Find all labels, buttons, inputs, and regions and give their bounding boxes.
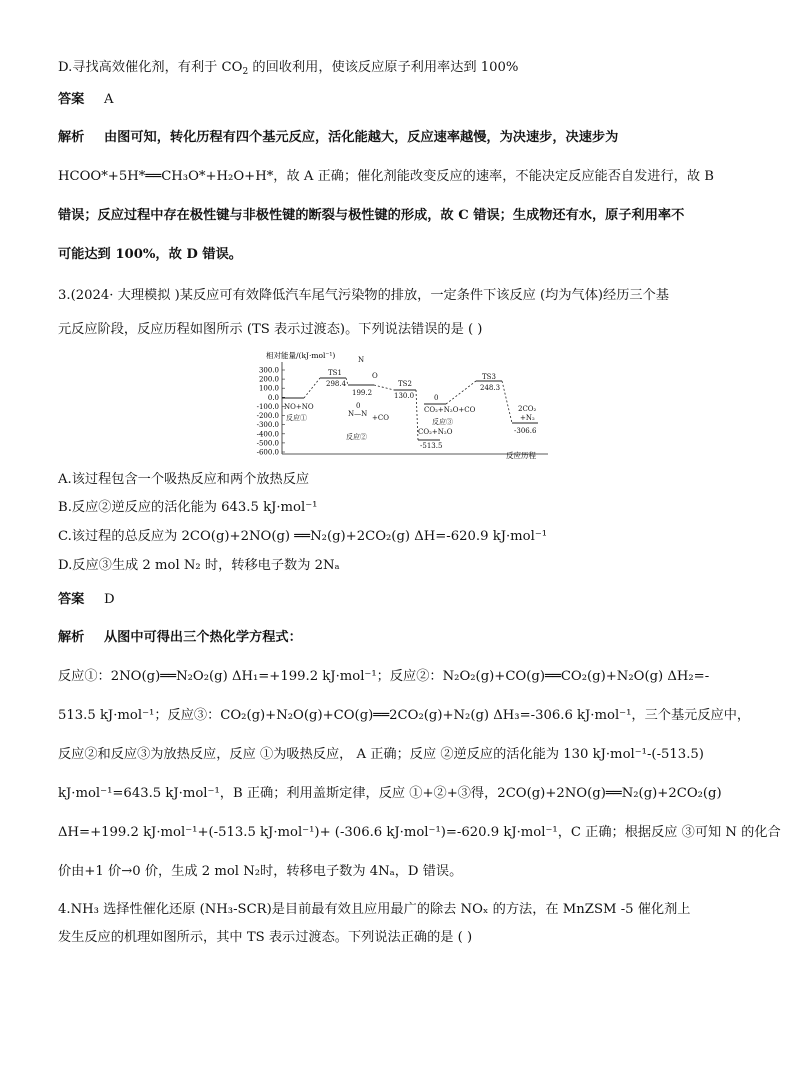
q3-option-c: C.该过程的总反应为 2CO(g)+2NO(g) ══N₂(g)+2CO₂(g) ΔH=-620.9 kJ·mol⁻¹	[58, 529, 548, 544]
label-r1: 反应①	[286, 414, 307, 422]
connector-3	[374, 385, 394, 390]
label-product-1: 2CO₂	[518, 405, 537, 413]
q3-stem-2: 元反应阶段，反应历程如图所示 (TS 表示过渡态)。下列说法错误的是 ( )	[58, 322, 483, 337]
y-tick-label: 0.0	[267, 393, 279, 402]
label-ts2-value: 130.0	[394, 392, 415, 400]
label-product-2: +N₂	[520, 414, 535, 422]
label-int1-value: 199.2	[352, 389, 373, 397]
connector-5	[446, 381, 476, 404]
answer-label: 答案	[58, 592, 85, 607]
label-n2o-struct: N—N	[348, 410, 368, 418]
label-r2: 反应②	[346, 433, 367, 441]
x-axis-label: 反应历程	[506, 451, 536, 460]
analysis-label: 解析	[58, 130, 85, 145]
label-int2-value: -513.5	[420, 442, 443, 450]
q3-analysis-1: 反应①：2NO(g)══N₂O₂(g) ΔH₁=+199.2 kJ·mol⁻¹；反应②：N₂O₂(g)+CO(g)══CO₂(g)+N₂O(g) ΔH₂=-	[58, 669, 710, 684]
y-tick-label: -500.0	[256, 439, 279, 448]
label-ts2: TS2	[398, 380, 412, 388]
connector-1	[304, 378, 320, 398]
prev-option-d: D.寻找高效催化剂，有利于 $CO_2$ 的回收利用，使该反应原子利用率达到 100%	[58, 60, 519, 77]
label-ts1: TS1	[328, 369, 342, 377]
y-tick-label: 100.0	[258, 384, 279, 393]
q3-analysis-5: ΔH=+199.2 kJ·mol⁻¹+(-513.5 kJ·mol⁻¹)+ (-306.6 kJ·mol⁻¹)=-620.9 kJ·mol⁻¹，C 正确；根据反应 ③可知 N 的化合	[58, 825, 781, 840]
prev-analysis-4: 可能达到 100%，故 D 错误。	[58, 247, 242, 262]
connector-6	[502, 381, 512, 423]
label-zero-small: 0	[356, 402, 361, 410]
y-tick-label: -100.0	[256, 402, 279, 411]
prev-answer: 答案 A	[58, 90, 114, 110]
label-product-value: -306.6	[514, 427, 537, 435]
y-tick-label: -200.0	[256, 412, 279, 421]
q3-option-a: A.该过程包含一个吸热反应和两个放热反应	[58, 472, 310, 487]
label-zero: 0	[434, 394, 439, 402]
label-int2: CO₂+N₂O	[418, 428, 453, 436]
q4-stem-1: 4.NH₃ 选择性催化还原 (NH₃-SCR)是目前最有效且应用最广的除去 NOₓ 的方法，在 MnZSM -5 催化剂上	[58, 902, 691, 917]
y-tick-label: -300.0	[256, 421, 279, 430]
label-ts3: TS3	[482, 373, 496, 381]
q4-stem-2: 发生反应的机理如图所示，其中 TS 表示过渡态。下列说法正确的是 ( )	[58, 930, 473, 945]
q3-answer: 答案 D	[58, 590, 115, 610]
answer-label: 答案	[58, 92, 85, 107]
y-tick-label: 300.0	[258, 366, 279, 375]
q3-analysis-0: 解析 从图中可得出三个热化学方程式：	[58, 628, 302, 648]
q3-analysis-6: 价由+1 价→0 价，生成 2 mol N₂时，转移电子数为 4Nₐ，D 错误。	[58, 864, 463, 879]
label-reactant: NO+NO	[284, 403, 314, 411]
y-tick-label: 200.0	[258, 375, 279, 384]
q3-analysis-4: kJ·mol⁻¹=643.5 kJ·mol⁻¹，B 正确；利用盖斯定律，反应 ①+②+③得，2CO(g)+2NO(g)══N₂(g)+2CO₂(g)	[58, 786, 722, 801]
q3-analysis-2: 513.5 kJ·mol⁻¹；反应③：CO₂(g)+N₂O(g)+CO(g)══2CO₂(g)+N₂(g) ΔH₃=-306.6 kJ·mol⁻¹，三个基元反应中，	[58, 708, 751, 723]
y-tick-label: -600.0	[256, 448, 279, 457]
label-ts3-value: 248.3	[480, 384, 501, 392]
q3-option-b: B.反应②逆反应的活化能为 643.5 kJ·mol⁻¹	[58, 500, 318, 515]
prev-analysis-2: HCOO*+5H*══CH₃O*+H₂O+H*，故 A 正确；催化剂能改变反应的速率，不能决定反应能否自发进行，故 B	[58, 169, 714, 184]
label-mix: CO₂+N₂O+CO	[424, 406, 476, 414]
q3-stem-1: 3.(2024· 大理模拟 )某反应可有效降低汽车尾气污染物的排放，一定条件下该反应 (均为气体)经历三个基	[58, 288, 669, 303]
label-ts1-value: 298.4	[326, 380, 347, 388]
y-ticks	[257, 367, 285, 457]
y-axis-label: 相对能量/(kJ·mol⁻¹)	[266, 351, 336, 360]
label-n: N	[358, 356, 365, 364]
y-tick-label: -400.0	[256, 430, 279, 439]
label-o: O	[372, 372, 378, 380]
diagram-labels	[284, 356, 537, 450]
label-r3: 反应③	[432, 418, 453, 426]
q3-option-d: D.反应③生成 2 mol N₂ 时，转移电子数为 2Nₐ	[58, 558, 340, 573]
connector-2	[346, 378, 348, 385]
analysis-label: 解析	[58, 630, 85, 645]
q3-analysis-3: 反应②和反应③为放热反应，反应 ①为吸热反应， A 正确；反应 ②逆反应的活化能为 130 kJ·mol⁻¹-(-513.5)	[58, 747, 704, 762]
prev-analysis-1: 解析 由图可知，转化历程有四个基元反应，活化能越大，反应速率越慢，为决速步，决速步为	[58, 128, 618, 148]
energy-profile-diagram	[248, 348, 558, 460]
prev-analysis-3: 错误；反应过程中存在极性键与非极性键的断裂与极性键的形成，故 C 错误；生成物还有水，原子利用率不	[58, 208, 685, 223]
label-plusco: +CO	[372, 414, 389, 422]
